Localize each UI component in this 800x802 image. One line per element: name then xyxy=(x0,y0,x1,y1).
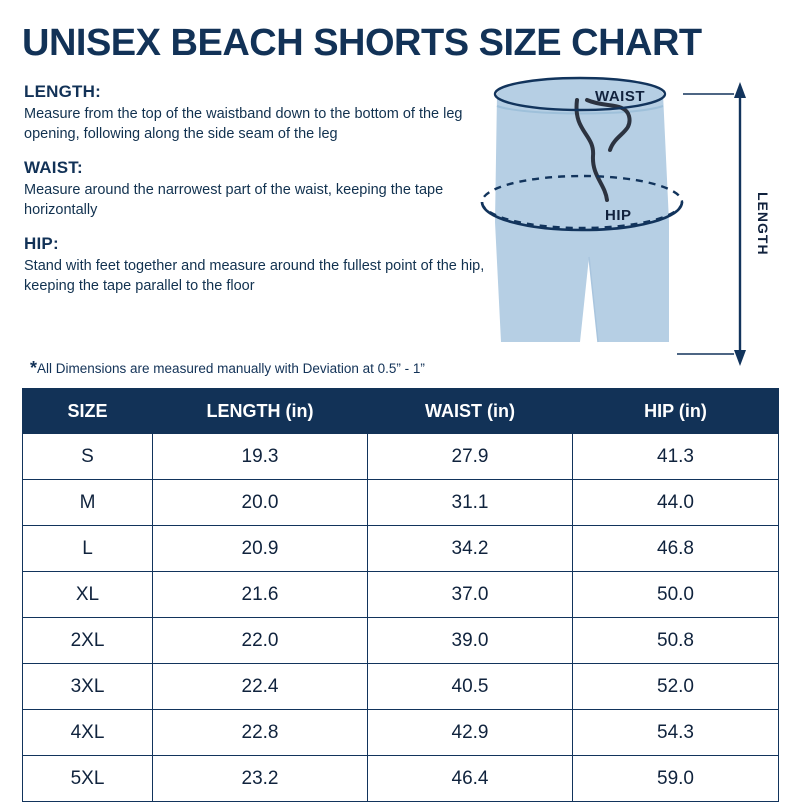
cell-hip: 54.3 xyxy=(573,710,779,756)
cell-hip: 52.0 xyxy=(573,664,779,710)
cell-length: 22.0 xyxy=(153,618,368,664)
instruction-waist xyxy=(24,158,494,220)
cell-length: 21.6 xyxy=(153,572,368,618)
instruction-hip-body: Stand with feet together and measure around the fullest point of the hip, keeping the tape parallel to the floor xyxy=(24,258,485,294)
instruction-hip xyxy=(24,234,494,296)
table-header-waist: WAIST (in) xyxy=(368,389,573,434)
cell-size: 2XL xyxy=(23,618,153,664)
cell-length: 20.9 xyxy=(153,526,368,572)
instruction-hip-heading: HIP: xyxy=(24,234,59,254)
table-row xyxy=(23,618,779,664)
instruction-length-body: Measure from the top of the waistband down to the bottom of the leg opening, following along the side seam of the leg xyxy=(24,106,463,142)
table-row xyxy=(23,664,779,710)
cell-size: 3XL xyxy=(23,664,153,710)
size-table xyxy=(22,388,779,802)
cell-size: XL xyxy=(23,572,153,618)
page-title: UNISEX BEACH SHORTS SIZE CHART xyxy=(22,22,702,64)
cell-waist: 34.2 xyxy=(368,526,573,572)
table-row xyxy=(23,756,779,802)
instructions-section xyxy=(24,82,494,310)
table-row xyxy=(23,526,779,572)
cell-hip: 50.0 xyxy=(573,572,779,618)
instruction-waist-heading: WAIST: xyxy=(24,158,83,178)
cell-waist: 46.4 xyxy=(368,756,573,802)
length-label: LENGTH xyxy=(755,192,771,256)
table-header-row xyxy=(23,389,779,434)
size-table-wrap xyxy=(22,388,778,802)
cell-hip: 46.8 xyxy=(573,526,779,572)
instruction-length-heading: LENGTH: xyxy=(24,82,101,101)
cell-hip: 59.0 xyxy=(573,756,779,802)
table-header-length: LENGTH (in) xyxy=(153,389,368,434)
table-header-hip: HIP (in) xyxy=(573,389,779,434)
cell-length: 22.8 xyxy=(153,710,368,756)
asterisk-icon: * xyxy=(30,358,38,378)
cell-size: 4XL xyxy=(23,710,153,756)
instruction-length xyxy=(24,82,494,144)
cell-size: M xyxy=(23,480,153,526)
cell-hip: 50.8 xyxy=(573,618,779,664)
cell-waist: 39.0 xyxy=(368,618,573,664)
cell-waist: 40.5 xyxy=(368,664,573,710)
table-row xyxy=(23,710,779,756)
table-header-size: SIZE xyxy=(23,389,153,434)
cell-hip: 41.3 xyxy=(573,434,779,480)
table-row xyxy=(23,480,779,526)
cell-waist: 37.0 xyxy=(368,572,573,618)
waist-label: WAIST xyxy=(595,88,645,105)
cell-size: S xyxy=(23,434,153,480)
cell-length: 19.3 xyxy=(153,434,368,480)
cell-length: 23.2 xyxy=(153,756,368,802)
cell-waist: 27.9 xyxy=(368,434,573,480)
table-row xyxy=(23,434,779,480)
shorts-diagram xyxy=(455,72,785,372)
cell-waist: 42.9 xyxy=(368,710,573,756)
cell-length: 20.0 xyxy=(153,480,368,526)
cell-size: L xyxy=(23,526,153,572)
shorts-shape xyxy=(495,78,669,342)
cell-size: 5XL xyxy=(23,756,153,802)
deviation-note xyxy=(30,358,425,379)
table-row xyxy=(23,572,779,618)
instruction-waist-body: Measure around the narrowest part of the waist, keeping the tape horizontally xyxy=(24,182,444,218)
length-arrow-head-bottom xyxy=(734,350,746,366)
cell-hip: 44.0 xyxy=(573,480,779,526)
deviation-note-text: All Dimensions are measured manually with Deviation at 0.5” - 1” xyxy=(37,361,425,376)
length-arrow-head-top xyxy=(734,82,746,98)
cell-length: 22.4 xyxy=(153,664,368,710)
hip-label: HIP xyxy=(605,207,632,224)
cell-waist: 31.1 xyxy=(368,480,573,526)
